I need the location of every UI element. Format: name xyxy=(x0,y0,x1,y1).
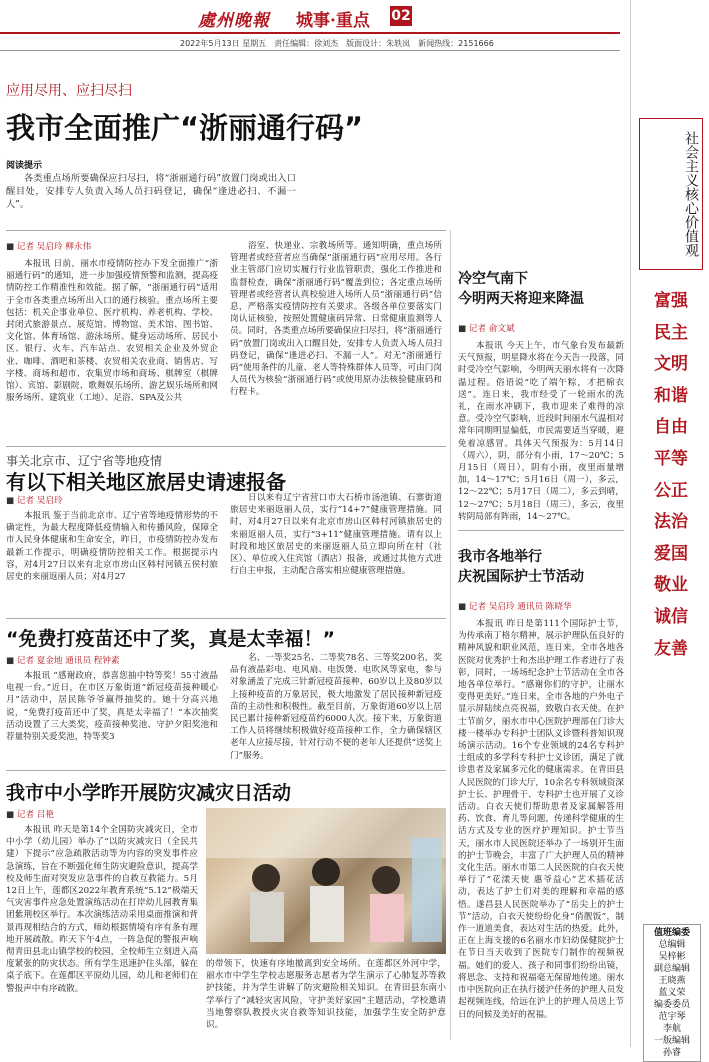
masthead-rule xyxy=(0,32,620,34)
story6-body: 本报讯 昨日是第111个国际护士节，为传承南丁格尔精神，展示护理队伍良好的精神风貌和职业风范，连日来，全市各地各医院对优秀护士和杰出护理工作者进行了表彰，同时，一场场纪念护士节活动在全市各地各单位举行。“感谢你们的守护，让丽水变得更美好。”连日来，全市各地的户外电子显示屏陆续点亮祝福，致敬白衣天使。在护士节前夕，丽水市中心医院护理部在门诊大楼一楼举办专科护士团队义诊暨科普知识现场演示活动。16个专业领域的24名专科护士组成的多学科专科护士义诊团，满足了就诊患者及家属多元化的健康需求。在青田县人民医院的门诊大厅，10余名专科领域资深护士长、护理骨干、专科护士也开展了义诊活动。白衣天使们帮助患者及家属解答用药、饮食、育儿等问题，传递科学健康的生活方式及专业的医疗护理知识。护士节当天，丽水市人民医院还举办了一场别开生面的护士节晚会，丰富了广大护理人员的精神文化生活。丽水市第二人民医院的白衣天使举行了“花漾天使 惠爷益心”艺术插花活动，表达了护士们对美的理解和幸福的感悟。遂昌县人民医院举办了“岳尖上的护士节”活动，白衣天使纷纷化身“俏靓饭”，制作一道道美食，表达对生活的热爱。此外，正在上海支援的6名丽水市妇幼保健院护士在节日当天收到了医院专门制作的视频祝福。她们的爱人、孩子和同事们纷纷出镜，将思念、支持和祝福毫无保留地传递。丽水市中医院向正在执行援沪任务的护理人员发起视频连线，给远在沪上的护理人员送上节日的问候及美好的祝福。 xyxy=(458,619,624,1020)
value-item: 法治 xyxy=(654,512,688,533)
story4-byline: ■ 记者 吕艳 xyxy=(6,810,54,820)
story2-col2: 日以来有辽宁省营口市大石桥市汤池镇、石寨街道旅居史来丽返丽人员，实行“14+7”健康管理措施。同时，对4月27日以来有北京市房山区韩村河镇旅居史的来丽返丽人员，实行“3+11”健康管理措施。请有以上时段和地区旅居史的来丽返丽人员立即向所在村（社区）、单位或入住宾馆（酒店）报备，或通过其他方式进行自主申报，主动配合落实相应健康管理措施。 xyxy=(230,493,442,577)
value-item: 和谐 xyxy=(654,385,688,406)
story3-col1: 本报讯 “感谢政府，恭喜您抽中特等奖！55寸液晶电视一台。”近日，在市区万象街道“新冠疫苗接种暖心月”活动中，居民陈爷爷赢得抽奖的。她十分高兴地说，“免费打疫苗还中了奖，真是太幸福了！”本次抽奖活动设置了三大类奖，疫苗接种奖池、守护夕阳奖池和荐量特别关爱奖池，特等奖3 xyxy=(6,671,218,743)
value-item: 平等 xyxy=(654,448,688,469)
value-item: 友善 xyxy=(654,638,688,659)
drill-photo xyxy=(206,808,446,954)
column-separator xyxy=(450,230,451,1040)
divider xyxy=(6,618,446,619)
story3-byline: ■ 记者 夏金地 通讯员 程钟素 xyxy=(6,656,120,666)
story1-col2: 浴室、快递业、宗教场所等。通知明确，重点场所管理者或经营者应当确保“浙丽通行码”应用尽用。各行业主管部门应切实履行行业监管职责，强化工作推进和监督检查，确保“浙丽通行码”覆盖到位；各定重点场所管理者或经营者认真校验进入场所人员“浙丽通行码”信息，严格落实疫情防控有关要求。各级各单位要落实门岗认证核验，按照处置健康码异常、日常健康监测等人员。同时，各类重点场所要确保应扫尽扫，将“浙丽通行码”放置门岗或出入口醒目处，安排专人负责入场人员扫码登记，确保“逢进必扫、不漏一人”。对无“浙丽通行码”使用条件的儿童、老人等特殊群体人员等，可由门岗人员代为核验“浙丽通行码”或使用原办法核验健康码和行程卡。 xyxy=(230,241,442,398)
byline-text: 记者 吴启玲 柳永伟 xyxy=(16,242,92,252)
staff-line: 孙睿 xyxy=(662,1048,681,1058)
story4-col2: 的带领下，快速有序地撤离到安全场所。在莲都区外河中学，丽水市中学生学校志愿服务志愿者为学生演示了心肺复苏等救护技能，并为学生讲解了防灾避险相关知识。在青田县东南小学举行了“减轻灾害风险，守护美好家园”主题活动，学校邀请当地警察队教授火灾自救等知识技能，加强学生安全防护意识。 xyxy=(206,959,446,1031)
staff-line: 值班编委 xyxy=(653,928,690,938)
divider xyxy=(6,446,446,447)
story2-col1: 本报讯 鉴于当前北京市、辽宁省等地疫情形势的不确定性，为最大程度降低疫情输入和传播风险，保障全市人民身体健康和生命安全，昨日，市疫情防控办发布最新工作提示，明确疫情防控相关工作。根据提示内容，对4月27日以来有北京市房山区韩村河镇五侯村旅居史的来丽返丽人员；对4月27 xyxy=(6,511,218,583)
story1-headline: 我市全面推广“浙丽通行码” xyxy=(6,111,364,145)
story6-headline-1: 我市各地举行 xyxy=(458,549,542,565)
value-item: 敬业 xyxy=(654,575,688,596)
divider xyxy=(6,230,446,231)
byline-text: 记者 俞文斌 xyxy=(468,324,515,334)
value-item: 爱国 xyxy=(654,543,688,564)
story5-body: 本报讯 今天上午，市气象台发布最新天气预报，明星降水将在今天告一段落，同时受冷空气影响，今明两天丽水将有一次降温过程。俗语说“吃了端午粽，才把棉衣送”。连日来，我市经受了一轮雨水的洗礼，在雨水冲刷下，我市迎来了难得的凉意。受冷空气影响，近段时间丽水气温相对常年同期明显偏低，市民需要适当穿暖，避免着凉感冒。具体天气预报为：5月14日（周六），阴，部分有小雨，17～20℃；5月15日（周日），阴有小雨，夜里雨量增加，14～17℃；5月16日（周一），多云，12～22℃；5月17日（周二），多云到晴，12～27℃；5月18日（周三），多云，夜里转阴局部有阵雨，14～27℃。 xyxy=(458,341,624,522)
byline-text: 记者 吴启玲 通讯员 陈晓华 xyxy=(468,602,572,612)
value-item: 富强 xyxy=(654,291,688,311)
story1-col1: 本报讯 日前，丽水市疫情防控办下发全面推广“浙丽通行码”的通知，进一步加强疫情预警和监测，提高疫情防控工作精准性和效能。据了解，“浙丽通行码”适用于全市各类重点场所出入口的通行核验。重点场所主要包括：机关企事业单位、医疗机构、养老机构、学校、封闭式旅游景点、展览馆、博物馆、美术馆、图书馆、文化馆、体育场馆、游泳场所、健身运动场所、居民小区、银行、火车、汽车站点、农贸相关企业及外贸企业、咖啡、酒吧和茶楼、农贸相关农业商、销售店、写字楼、商场和超市、农集贸市场和商场、棋牌室（棋牌馆）、宾馆、影剧院、歌舞娱乐场所、游艺娱乐场所和网服务场所、建筑业（工地）、足浴、SPA及公共 xyxy=(6,259,218,404)
staff-box xyxy=(643,924,701,1062)
value-item: 诚信 xyxy=(654,606,688,627)
staff-line: 王晓燕 xyxy=(658,976,686,986)
staff-line: 吴梓彬 xyxy=(658,952,686,962)
story3-col2: 名、一等奖25名、二等奖78名、三等奖200名，奖品有液晶彩电、电风扇、电饭煲、电吹风等家电，参与对象涵盖了完成三针新冠疫苗接种、60岁以上及80岁以上接种疫苗的万象居民，极大地激发了居民接种新冠疫苗的主动性和积极性。截至目前，万象街道60岁以上居民已累计接种新冠疫苗约6000人次。接下来，万象街道工作人员将继续积极做好疫苗接种工作，全力确保辖区老年人应接尽接，针对行动不便的老年人还提供“送奖上门”服务。 xyxy=(230,653,442,761)
story1-byline: ■ 记者 吴启玲 柳永伟 xyxy=(6,242,92,252)
story4-headline: 我市中小学昨开展防灾减灾日活动 xyxy=(6,782,292,804)
lead-label: 阅读提示 xyxy=(6,161,43,171)
value-item: 公正 xyxy=(654,480,688,501)
byline-text: 记者 夏金地 通讯员 程钟素 xyxy=(16,656,120,666)
story6-headline-2: 庆祝国际护士节活动 xyxy=(458,569,584,585)
story1-kicker: 应用尽用、应扫尽扫 xyxy=(6,83,132,99)
story5-headline-1: 冷空气南下 xyxy=(458,271,528,287)
staff-line: 蓝义荣 xyxy=(658,988,686,998)
story1-lead: 各类重点场所要确保应扫尽扫，将“浙丽通行码”放置门岗或出入口醒目处，安排专人负责入场人员扫码登记，确保“逢进必扫、不漏一人”。 xyxy=(6,173,296,210)
story6-byline: ■ 记者 吴启玲 通讯员 陈晓华 xyxy=(458,602,572,612)
divider xyxy=(458,530,624,531)
staff-line: 一版编辑 xyxy=(653,1036,690,1046)
byline-text: 记者 吴启玲 xyxy=(16,496,63,506)
sidebar xyxy=(630,0,709,1058)
newspaper-name: 處州晚報 xyxy=(198,11,270,31)
drill-photo-figures xyxy=(206,808,446,954)
story2-byline: ■ 记者 吴启玲 xyxy=(6,496,63,506)
staff-line: 编委委员 xyxy=(653,1000,690,1010)
story4-col1: 本报讯 昨天是第14个全国防灾减灾日，全市中小学（幼儿园）举办了“以防灾减灾日（全民共建）下提示”应急疏散活动等为内容的突发事件应急演练，旨在不断强化师生防灾避险意识，提高学校及师生面对突发应急事件的自救互救能力。5月12日上午，莲都区2022年教育系统“5.12”极端天气灾害事件应急处置演练活动在打岸幼儿园教育集团紫荆校区举行。本次演练活动采用桌面推演和背景再现相结合的方式，师幼根据情境有序有条有理地开展疏散。昨天下午4点，一阵急促的警报声响彻青田县北山镇学校的校园，全校师生立刻进入高度紧张的防灾状态。所有学生迅速护住头部，躲在桌子底下。在莲都区平原幼儿园，幼儿和老师们在警报声中有序疏散。 xyxy=(6,825,198,994)
value-item: 自由 xyxy=(654,417,688,438)
story2-headline: 有以下相关地区旅居史请速报备 xyxy=(6,470,286,494)
core-values-list xyxy=(643,286,699,665)
staff-line: 范宇琴 xyxy=(658,1012,686,1022)
section-title: 城事·重点 xyxy=(296,11,370,31)
staff-line: 副总编辑 xyxy=(653,964,690,974)
divider xyxy=(6,770,446,771)
issue-meta: 2022年5月13日 星期五 责任编辑：徐刘杰 版面设计：朱轶岚 新闻热线：2151666 xyxy=(180,39,494,48)
story5-byline: ■ 记者 俞文斌 xyxy=(458,324,515,334)
page-number: 02 xyxy=(391,8,411,24)
story5-headline-2: 今明两天将迎来降温 xyxy=(458,291,584,307)
staff-line: 总编辑 xyxy=(658,940,686,950)
story3-headline: “免费打疫苗还中了奖，真是太幸福！” xyxy=(6,628,335,650)
byline-text: 记者 吕艳 xyxy=(16,810,54,820)
value-item: 民主 xyxy=(654,322,688,343)
motto-box: 社会主义核心价值观 xyxy=(639,118,703,270)
story2-kicker: 事关北京市、辽宁省等地疫情 xyxy=(6,454,163,468)
meta-rule xyxy=(0,50,620,51)
staff-line: 李航 xyxy=(662,1024,681,1034)
value-item: 文明 xyxy=(654,354,688,375)
